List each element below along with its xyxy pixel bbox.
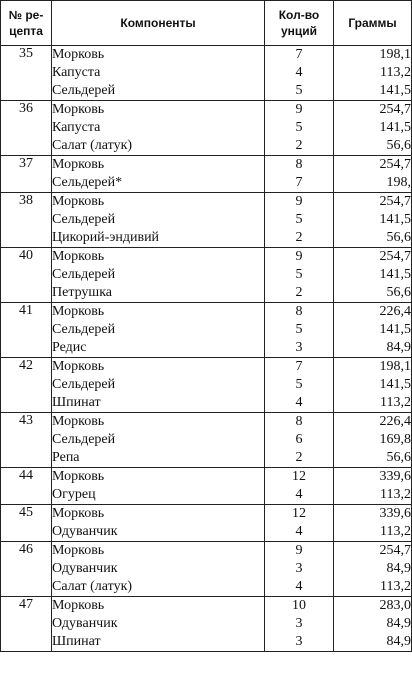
ounce-count-cell [265, 358, 334, 413]
ounce-count: 3 [295, 561, 303, 576]
table-row [1, 542, 412, 597]
gram-value-cell [334, 193, 412, 248]
component-name-cell [52, 303, 265, 358]
ounce-count: 4 [295, 487, 303, 502]
component-name: Цикорий-эндивий [52, 230, 160, 245]
recipe-number: 47 [1, 597, 52, 652]
component-name: Сельдерей [52, 377, 116, 392]
gram-value: 56,6 [386, 285, 411, 300]
ounce-count: 6 [295, 432, 303, 447]
component-name: Морковь [52, 469, 105, 484]
component-name: Морковь [52, 506, 105, 521]
gram-value-cell [334, 505, 412, 542]
component-name-cell [52, 542, 265, 597]
gram-value: 113,2 [380, 65, 411, 80]
component-name: Сельдерей [52, 322, 116, 337]
table-row [1, 303, 412, 358]
gram-value: 56,6 [386, 230, 411, 245]
ounce-count-cell [265, 193, 334, 248]
component-name: Капуста [52, 65, 101, 80]
gram-value-cell [334, 413, 412, 468]
ounce-count-cell [265, 542, 334, 597]
gram-value: 254,7 [379, 194, 411, 209]
ounce-count: 9 [295, 249, 303, 264]
ounce-count: 7 [295, 175, 303, 190]
component-name-cell [52, 101, 265, 156]
component-name-cell [52, 597, 265, 652]
table-body [1, 46, 412, 652]
table-row [1, 248, 412, 303]
ounce-count-cell [265, 156, 334, 193]
ounce-count: 3 [295, 634, 303, 649]
gram-value: 84,9 [386, 561, 411, 576]
ounce-count: 9 [295, 543, 303, 558]
table-row [1, 413, 412, 468]
component-name-cell [52, 505, 265, 542]
ounce-count-cell [265, 597, 334, 652]
gram-value-cell [334, 358, 412, 413]
gram-value: 113,2 [380, 487, 411, 502]
gram-value-cell [334, 597, 412, 652]
gram-value: 254,7 [379, 543, 411, 558]
recipe-number: 37 [1, 156, 52, 193]
table-row [1, 597, 412, 652]
gram-value: 141,5 [379, 83, 411, 98]
gram-value-cell [334, 101, 412, 156]
recipe-number: 36 [1, 101, 52, 156]
recipe-number: 40 [1, 248, 52, 303]
component-name-cell [52, 248, 265, 303]
recipe-number: 43 [1, 413, 52, 468]
component-name: Морковь [52, 414, 105, 429]
component-name: Репа [52, 450, 80, 465]
component-name: Сельдерей [52, 267, 116, 282]
component-name: Морковь [52, 543, 105, 558]
component-name-cell [52, 46, 265, 101]
component-name-cell [52, 358, 265, 413]
gram-value: 84,9 [386, 616, 411, 631]
gram-value-cell [334, 248, 412, 303]
header-recipe-no [1, 1, 52, 46]
table-row [1, 46, 412, 101]
ounce-count: 5 [295, 322, 303, 337]
component-name: Морковь [52, 47, 105, 62]
ounce-count: 4 [295, 395, 303, 410]
header-count-line-1: Кол-во [278, 8, 320, 22]
gram-value: 56,6 [386, 450, 411, 465]
component-name: Морковь [52, 194, 105, 209]
component-name: Сельдерей [52, 432, 116, 447]
gram-value: 113,2 [380, 579, 411, 594]
gram-value: 339,6 [379, 469, 411, 484]
component-name: Морковь [52, 157, 105, 172]
ounce-count: 8 [295, 414, 303, 429]
gram-value-cell [334, 46, 412, 101]
component-name: Петрушка [52, 285, 113, 300]
ounce-count: 2 [295, 285, 303, 300]
component-name: Сельдерей [52, 212, 116, 227]
component-name: Салат (латук) [52, 579, 133, 594]
gram-value: 113,2 [380, 524, 411, 539]
component-name-cell [52, 468, 265, 505]
component-name: Одуванчик [52, 524, 118, 539]
recipe-number: 44 [1, 468, 52, 505]
recipe-number: 45 [1, 505, 52, 542]
ounce-count-cell [265, 101, 334, 156]
header-count [265, 1, 334, 46]
ounce-count-cell [265, 248, 334, 303]
table-row [1, 193, 412, 248]
gram-value: 56,6 [386, 138, 411, 153]
component-name: Морковь [52, 304, 105, 319]
component-name: Морковь [52, 249, 105, 264]
gram-value: 339,6 [379, 506, 411, 521]
recipe-number: 35 [1, 46, 52, 101]
gram-value: 254,7 [379, 102, 411, 117]
gram-value-cell [334, 303, 412, 358]
component-name: Редис [52, 340, 87, 355]
gram-value: 254,7 [379, 249, 411, 264]
gram-value: 141,5 [379, 120, 411, 135]
component-name: Огурец [52, 487, 96, 502]
header-components: Компоненты [52, 1, 265, 46]
recipe-number: 46 [1, 542, 52, 597]
ounce-count: 2 [295, 138, 303, 153]
recipe-number: 42 [1, 358, 52, 413]
ounce-count: 12 [292, 506, 306, 521]
ounce-count: 2 [295, 230, 303, 245]
ounce-count-cell [265, 468, 334, 505]
component-name: Шпинат [52, 395, 101, 410]
component-name: Шпинат [52, 634, 101, 649]
gram-value: 198, [386, 175, 411, 190]
ounce-count-cell [265, 413, 334, 468]
table-row [1, 358, 412, 413]
component-name: Одуванчик [52, 561, 118, 576]
ounce-count: 5 [295, 120, 303, 135]
table-row [1, 101, 412, 156]
ounce-count: 8 [295, 157, 303, 172]
gram-value: 141,5 [379, 322, 411, 337]
ounce-count: 12 [292, 469, 306, 484]
ounce-count: 9 [295, 194, 303, 209]
header-count-line-2: унций [280, 24, 318, 38]
component-name: Морковь [52, 102, 105, 117]
ounce-count: 5 [295, 212, 303, 227]
gram-value: 198,1 [379, 359, 411, 374]
ounce-count: 4 [295, 65, 303, 80]
ounce-count: 4 [295, 579, 303, 594]
gram-value: 198,1 [379, 47, 411, 62]
component-name-cell [52, 156, 265, 193]
header-row [1, 1, 412, 46]
gram-value-cell [334, 542, 412, 597]
header-grams: Граммы [334, 1, 412, 46]
table-row [1, 156, 412, 193]
gram-value: 84,9 [386, 340, 411, 355]
ounce-count-cell [265, 46, 334, 101]
gram-value: 226,4 [379, 304, 411, 319]
table-header [1, 1, 412, 46]
header-recipe-no-line-1: № ре- [8, 8, 44, 22]
component-name: Морковь [52, 598, 105, 613]
recipe-number: 38 [1, 193, 52, 248]
component-name: Салат (латук) [52, 138, 133, 153]
gram-value: 226,4 [379, 414, 411, 429]
gram-value-cell [334, 156, 412, 193]
component-name: Капуста [52, 120, 101, 135]
ounce-count: 5 [295, 83, 303, 98]
header-recipe-no-line-2: цепта [9, 24, 43, 38]
ounce-count-cell [265, 505, 334, 542]
component-name: Одуванчик [52, 616, 118, 631]
gram-value: 254,7 [379, 157, 411, 172]
gram-value: 169,8 [379, 432, 411, 447]
gram-value: 141,5 [379, 212, 411, 227]
ounce-count-cell [265, 303, 334, 358]
recipe-number: 41 [1, 303, 52, 358]
ounce-count: 3 [295, 340, 303, 355]
gram-value: 141,5 [379, 377, 411, 392]
component-name: Морковь [52, 359, 105, 374]
ounce-count: 9 [295, 102, 303, 117]
gram-value-cell [334, 468, 412, 505]
ounce-count: 8 [295, 304, 303, 319]
component-name-cell [52, 193, 265, 248]
ounce-count: 5 [295, 267, 303, 282]
table-row [1, 505, 412, 542]
gram-value: 141,5 [379, 267, 411, 282]
ounce-count: 4 [295, 524, 303, 539]
ounce-count: 2 [295, 450, 303, 465]
gram-value: 113,2 [380, 395, 411, 410]
component-name: Сельдерей* [52, 175, 123, 190]
gram-value: 84,9 [386, 634, 411, 649]
ounce-count: 7 [295, 47, 303, 62]
ounce-count: 5 [295, 377, 303, 392]
gram-value: 283,0 [379, 598, 411, 613]
ounce-count: 3 [295, 616, 303, 631]
component-name: Сельдерей [52, 83, 116, 98]
ounce-count: 7 [295, 359, 303, 374]
component-name-cell [52, 413, 265, 468]
ounce-count: 10 [292, 598, 306, 613]
table-row [1, 468, 412, 505]
